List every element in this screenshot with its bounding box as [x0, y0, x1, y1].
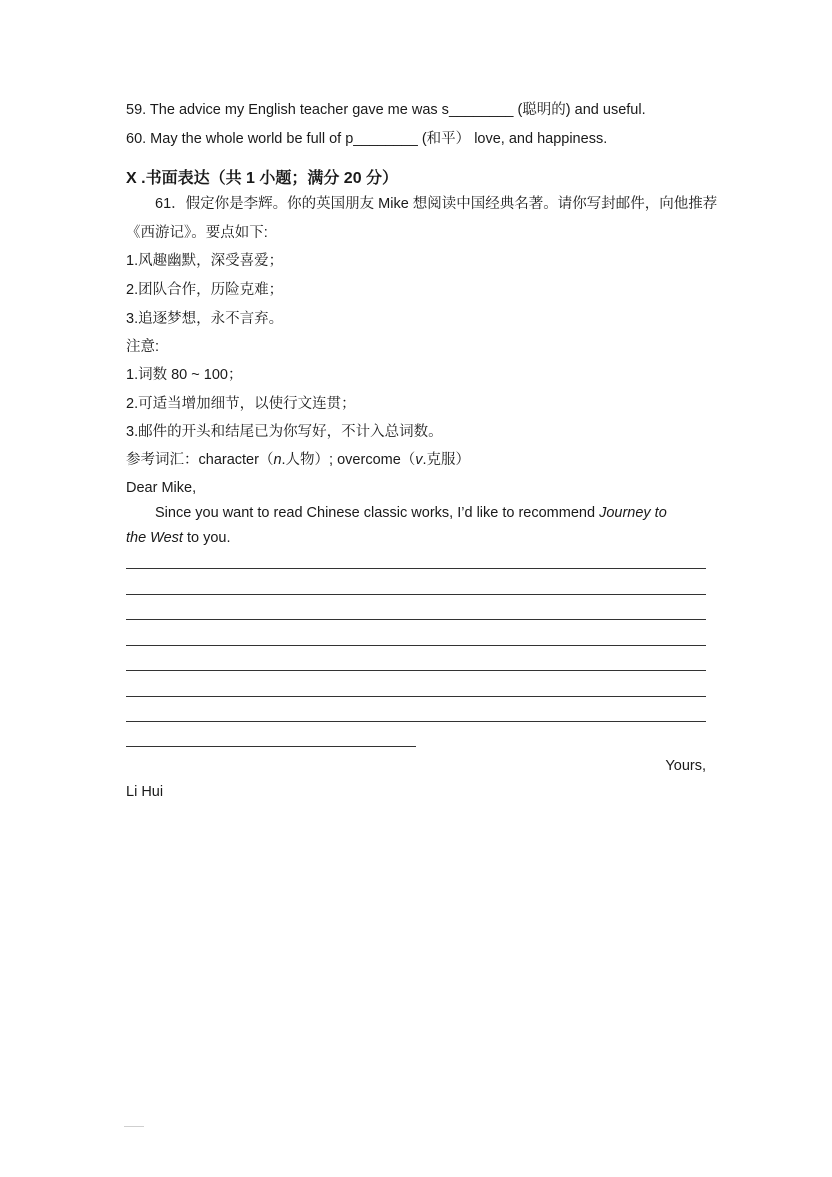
q59-suffix: and useful.: [574, 102, 646, 118]
letter-opening-line-2: [126, 528, 231, 548]
vocab-v-text: .克服）: [422, 452, 471, 468]
book-title-part1: Journey to: [599, 505, 667, 521]
notes-label: 注意:: [126, 339, 160, 355]
writing-line[interactable]: [126, 645, 706, 646]
letter-signature: Li Hui: [126, 784, 164, 800]
writing-line[interactable]: [126, 568, 706, 569]
letter-closing: Yours,: [665, 758, 706, 774]
letter-opening-end: to you.: [182, 530, 231, 546]
point-1: 1.风趣幽默，深受喜爱；: [126, 253, 284, 269]
vocab-line: [126, 450, 470, 470]
writing-line[interactable]: [126, 696, 706, 697]
letter-opening-text: Since you want to read Chinese classic works, I’d like to recommend: [155, 505, 600, 521]
writing-line-short[interactable]: [126, 746, 416, 747]
q59-prefix: 59. The advice my English teacher gave me was s: [126, 102, 449, 118]
vocab-v: v: [415, 452, 423, 468]
point-2: 2.团队合作，历险克难；: [126, 282, 284, 298]
q60-suffix: love, and happiness.: [474, 131, 608, 147]
q60-hint: (和平）: [417, 131, 475, 147]
vocab-label: 参考词汇：character（: [126, 452, 274, 468]
note-3: 3.邮件的开头和结尾已为你写好，不计入总词数。: [126, 424, 443, 440]
vocab-n-text: .人物）; overcome（: [281, 452, 416, 468]
letter-opening-line-1: [155, 503, 667, 523]
writing-line[interactable]: [126, 670, 706, 671]
note-1: 1.词数 80 ~ 100；: [126, 367, 243, 383]
q59-hint: (聪明的): [513, 102, 575, 118]
section-title: X .书面表达（共 1 小题；满分 20 分）: [126, 170, 399, 187]
point-3: 3.追逐梦想，永不言弃。: [126, 311, 284, 327]
footer-divider: [124, 1126, 144, 1127]
vocab-n: n: [273, 452, 282, 468]
question-59: [126, 100, 646, 120]
prompt-line-1: 61．假定你是李辉。你的英国朋友 Mike 想阅读中国经典名著。请你写封邮件，向他推荐: [155, 196, 718, 212]
note-2: 2.可适当增加细节，以使行文连贯；: [126, 396, 356, 412]
book-title-part2: the West: [126, 530, 183, 546]
q60-prefix: 60. May the whole world be full of p: [126, 131, 354, 147]
writing-line[interactable]: [126, 721, 706, 722]
writing-line[interactable]: [126, 594, 706, 595]
prompt-line-2: 《西游记》。要点如下:: [126, 225, 268, 241]
question-60: [126, 129, 607, 149]
q60-blank: ________: [353, 131, 418, 147]
writing-line[interactable]: [126, 619, 706, 620]
q59-blank: ________: [448, 102, 514, 118]
letter-greeting: Dear Mike,: [126, 480, 197, 496]
